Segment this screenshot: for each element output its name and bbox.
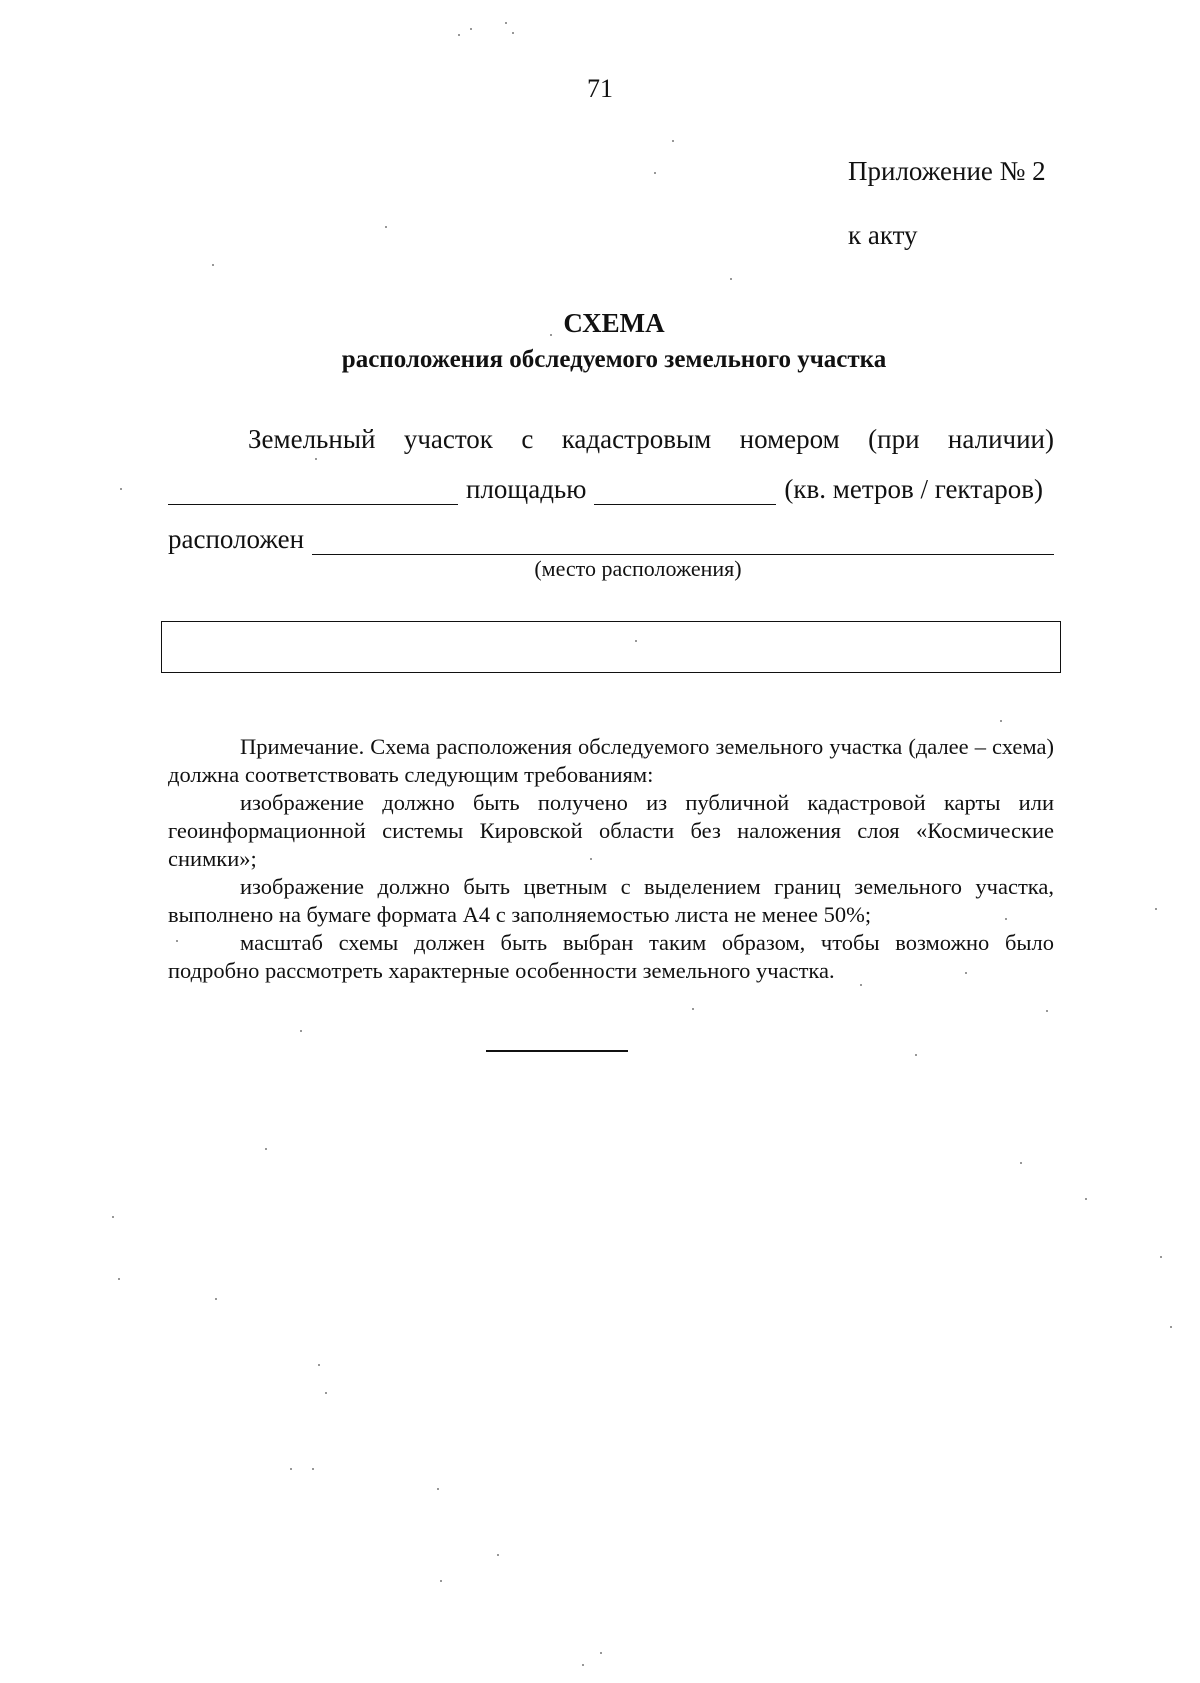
located-label: расположен	[168, 524, 305, 554]
line1-word: с	[521, 424, 534, 454]
location-caption: (место расположения)	[534, 556, 742, 581]
cadastral-number-line	[168, 424, 1054, 455]
end-rule	[486, 1050, 628, 1052]
note-paragraph: изображение должно быть цветным с выделением границ земельного участка, выполнено на бумаге формата А4 с заполняемостью листа не менее 50%;	[168, 874, 1054, 927]
line1-word: наличии)	[947, 424, 1054, 454]
document-subtitle: расположения обследуемого земельного участка	[341, 346, 887, 373]
note-paragraph: Примечание. Схема расположения обследуемого земельного участка (далее – схема) должна соответствовать следующим требованиям:	[168, 734, 1054, 787]
note-paragraph: изображение должно быть получено из публичной кадастровой карты или геоинформационной системы Кировской области без наложения слоя «Космические снимки»;	[168, 790, 1054, 871]
appendix-label: Приложение № 2	[848, 156, 1046, 186]
line1-word: (при	[868, 424, 920, 454]
document-title: СХЕМА	[563, 308, 665, 338]
area-label: площадью	[466, 474, 587, 504]
location-blank[interactable]	[312, 528, 1054, 555]
area-blank[interactable]	[594, 478, 776, 505]
to-act-label: к акту	[848, 220, 918, 250]
page-number: 71	[587, 74, 613, 103]
line1-word: участок	[403, 424, 493, 454]
area-line	[168, 474, 1054, 505]
cadastral-number-blank[interactable]	[168, 478, 458, 505]
line1-word: кадастровым	[561, 424, 712, 454]
line1-word: Земельный	[248, 424, 376, 454]
line1-word: номером	[739, 424, 840, 454]
location-line	[168, 524, 1054, 555]
note-paragraph: масштаб схемы должен быть выбран таким образом, чтобы возможно было подробно рассмотреть характерные особенности земельного участка.	[168, 930, 1054, 983]
scheme-box[interactable]	[161, 621, 1061, 673]
area-units-label: (кв. метров / гектаров)	[784, 474, 1044, 504]
